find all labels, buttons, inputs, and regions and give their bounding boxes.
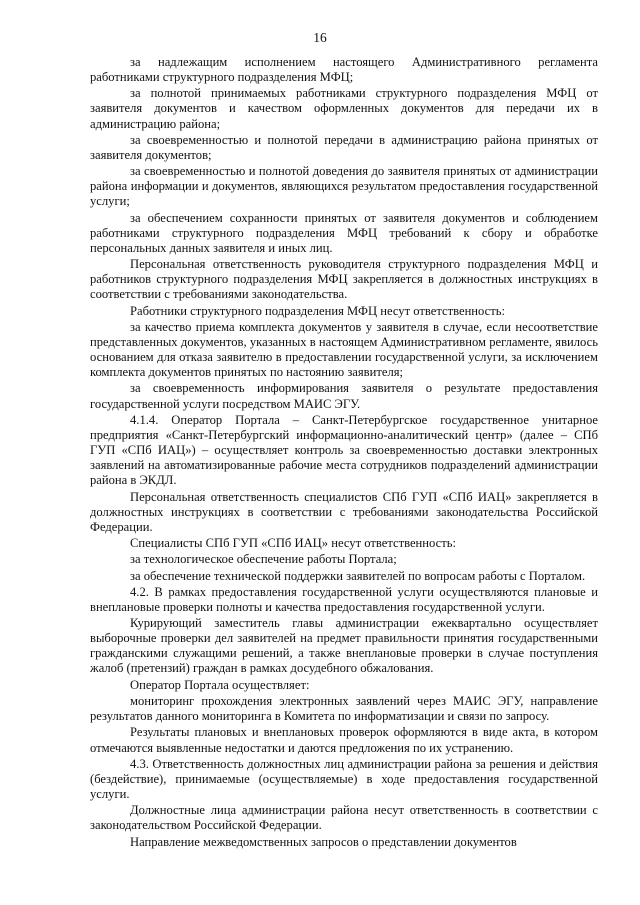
section-paragraph-4-1-4: 4.1.4. Оператор Портала – Санкт-Петербургское государственное унитарное предприятия «Санкт-Петербургский информационно-аналитический центр» (далее – СПб ГУП «СПб ИАЦ») – осуществляет контроль за своевременностью доставки электронных заявлений на автоматизированные рабочие места сотрудников подразделений администрации района в ЭКДЛ.: [90, 412, 598, 488]
paragraph: Персональная ответственность специалистов СПб ГУП «СПб ИАЦ» закрепляется в должностных инструкциях в соответствии с требованиями законодательства Российской Федерации.: [90, 489, 598, 534]
paragraph: за обеспечением сохранности принятых от заявителя документов и соблюдением работниками структурного подразделения МФЦ требований к сбору и обработке персональных данных заявителя и иных лиц.: [90, 210, 598, 255]
paragraph: Работники структурного подразделения МФЦ несут ответственность:: [130, 303, 505, 318]
paragraph: Результаты плановых и внеплановых проверок оформляются в виде акта, в котором отмечаются выявленные недостатки и даются предложения по их устранению.: [90, 725, 598, 755]
paragraph: за технологическое обеспечение работы Портала;: [130, 552, 397, 567]
paragraph: Должностные лица администрации района несут ответственность в соответствии с законодательством Российской Федерации.: [90, 803, 598, 833]
paragraph: Курирующий заместитель главы администрации ежеквартально осуществляет выборочные проверки дел заявителей на предмет правильности принятия государственными гражданскими служащими решений, а также внеплановые проверки в случае поступления жалоб (претензий) граждан в рамках досудебного обжалования.: [90, 616, 598, 676]
paragraph: за качество приема комплекта документов у заявителя в случае, если несоответствие представленных документов, указанных в настоящем Административном регламенте, явилось основанием для отказа заявителю в предоставлении государственной услуги, за исключением комплекта документов принятых по настоянию заявителя;: [90, 319, 598, 380]
paragraph: Направление межведомственных запросов о представлении документов: [130, 834, 517, 849]
paragraph: за обеспечение технической поддержки заявителей по вопросам работы с Порталом.: [130, 568, 586, 583]
paragraph: за полнотой принимаемых работниками структурного подразделения МФЦ от заявителя документов и качеством оформленных документов для передачи их в администрацию района;: [90, 86, 598, 131]
section-paragraph-4-2: 4.2. В рамках предоставления государственной услуги осуществляются плановые и внеплановые проверки полноты и качества предоставления государственной услуги.: [90, 584, 598, 614]
page-number: 16: [313, 30, 327, 45]
paragraph: мониторинг прохождения электронных заявлений через МАИС ЭГУ, направление результатов данного мониторинга в Комитета по информатизации и связи по запросу.: [90, 694, 598, 724]
paragraph: за своевременность информирования заявителя о результате предоставления государственной услуги посредством МАИС ЭГУ.: [90, 381, 598, 411]
paragraph: Персональная ответственность руководителя структурного подразделения МФЦ и работников структурного подразделения МФЦ закрепляется в должностных инструкциях в соответствии с требованиями законодательства.: [90, 257, 598, 302]
document-body: [90, 55, 598, 851]
paragraph: за надлежащим исполнением настоящего Административного регламента работниками структурного подразделения МФЦ;: [90, 55, 598, 85]
paragraph: Оператор Портала осуществляет:: [130, 677, 310, 692]
paragraph: за своевременностью и полнотой передачи в администрацию района принятых от заявителя документов;: [90, 132, 598, 162]
section-paragraph-4-3: 4.3. Ответственность должностных лиц администрации района за решения и действия (бездействие), принимаемые (осуществляемые) в ходе предоставления государственной услуги.: [90, 756, 598, 801]
paragraph: Специалисты СПб ГУП «СПб ИАЦ» несут ответственность:: [130, 535, 456, 550]
paragraph: за своевременностью и полнотой доведения до заявителя принятых от администрации района информации и документов, являющихся результатом предоставления государственной услуги;: [90, 164, 598, 209]
